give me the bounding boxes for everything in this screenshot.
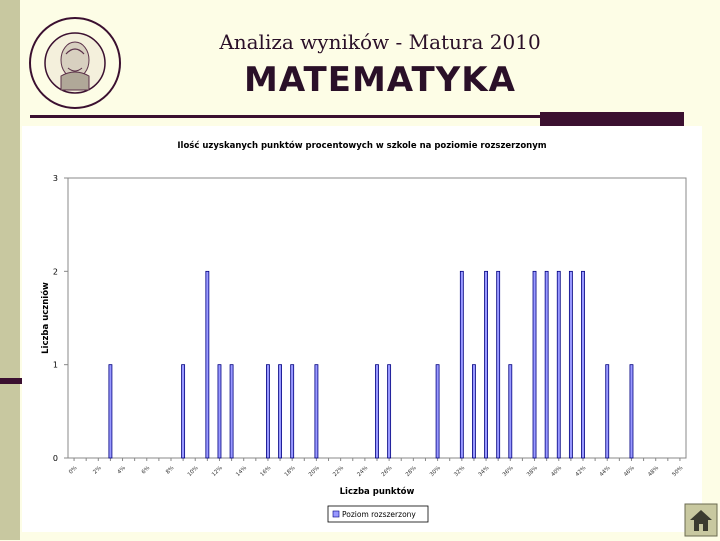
presentation-subtitle: Analiza wyników - Matura 2010 xyxy=(219,30,541,54)
y-tick-label: 0 xyxy=(52,454,58,463)
x-tick-label: 44% xyxy=(598,465,612,479)
presentation-title: MATEMATYKA xyxy=(244,60,516,100)
bar xyxy=(509,365,512,458)
x-tick-label: 40% xyxy=(550,465,564,479)
x-tick-label: 24% xyxy=(356,465,370,479)
bar xyxy=(630,365,633,458)
x-tick-label: 6% xyxy=(140,465,152,476)
x-tick-label: 8% xyxy=(164,465,176,476)
x-tick-label: 38% xyxy=(526,465,539,479)
x-tick-label: 16% xyxy=(259,465,273,479)
header-divider-accent xyxy=(540,112,684,126)
x-tick-label: 26% xyxy=(380,465,394,479)
bar xyxy=(182,365,185,458)
bar xyxy=(315,365,318,458)
bar xyxy=(230,365,233,458)
bar xyxy=(279,365,282,458)
x-tick-label: 2% xyxy=(92,465,103,476)
x-tick-label: 22% xyxy=(332,465,346,479)
y-tick-label: 2 xyxy=(52,267,58,277)
y-tick-label: 1 xyxy=(52,360,58,370)
chart-title: Ilość uzyskanych punktów procentowych w szkole na poziomie rozszerzonym xyxy=(177,141,547,151)
legend-swatch xyxy=(333,511,339,517)
bar xyxy=(557,271,560,458)
bar xyxy=(545,271,548,458)
bar xyxy=(569,271,572,458)
x-tick-label: 4% xyxy=(116,465,127,476)
bar xyxy=(606,365,609,458)
x-tick-label: 10% xyxy=(186,465,200,479)
x-tick-label: 42% xyxy=(574,465,588,479)
bar xyxy=(472,365,475,458)
x-axis-label: Liczba punktów xyxy=(339,487,415,497)
bar xyxy=(485,271,488,458)
x-tick-label: 46% xyxy=(622,465,636,479)
bar xyxy=(497,271,500,458)
x-tick-label: 14% xyxy=(235,465,249,479)
x-tick-label: 32% xyxy=(453,465,467,479)
bar-chart xyxy=(22,126,702,532)
x-tick-label: 0% xyxy=(68,465,79,476)
bar xyxy=(436,365,439,458)
bar xyxy=(291,365,294,458)
x-tick-label: 28% xyxy=(404,465,418,479)
y-axis-label: Liczba uczniów xyxy=(41,282,51,354)
x-tick-label: 12% xyxy=(210,465,224,479)
school-seal-logo xyxy=(28,16,122,110)
sidebar-strip xyxy=(0,0,20,540)
x-tick-label: 36% xyxy=(501,465,515,479)
bar xyxy=(533,271,536,458)
bar xyxy=(388,365,391,458)
y-tick-label: 3 xyxy=(52,174,58,183)
x-tick-label: 34% xyxy=(477,465,491,479)
x-tick-label: 20% xyxy=(307,465,321,479)
x-tick-label: 48% xyxy=(647,465,661,479)
chart-panel xyxy=(22,126,702,532)
bar xyxy=(375,365,378,458)
legend-label: Poziom rozszerzony xyxy=(342,510,416,519)
bar xyxy=(206,271,209,458)
bar xyxy=(581,271,584,458)
x-tick-label: 30% xyxy=(429,465,443,479)
x-tick-label: 50% xyxy=(671,465,685,479)
bar xyxy=(460,271,463,458)
bar xyxy=(266,365,269,458)
home-icon xyxy=(684,503,718,537)
bar xyxy=(218,365,221,458)
home-button[interactable] xyxy=(684,503,718,537)
x-tick-label: 18% xyxy=(283,465,297,479)
bar xyxy=(109,365,112,458)
